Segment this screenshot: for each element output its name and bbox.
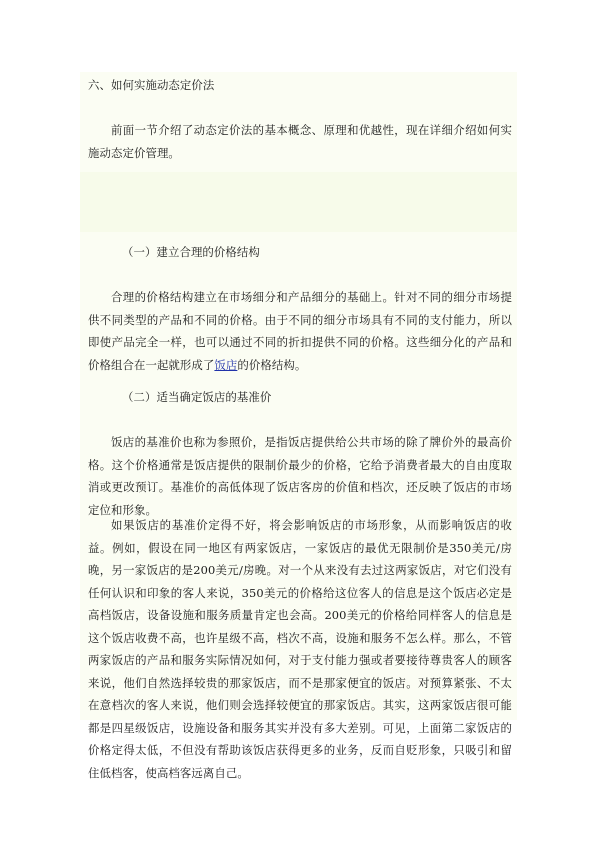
subsection-1-heading-text: （一）建立合理的价格结构: [122, 245, 260, 259]
intro-text: 前面一节介绍了动态定价法的基本概念、原理和优越性，现在详细介绍如何实施动态定价管理。: [88, 123, 512, 160]
subsection-1-heading: [88, 241, 512, 264]
subsection-2-heading: [88, 386, 512, 409]
hotel-link[interactable]: 饭店: [214, 357, 238, 372]
subsection-2-heading-text: （二）适当确定饭店的基准价: [122, 390, 272, 404]
paragraph-text-before-link: 合理的价格结构建立在市场细分和产品细分的基础上。针对不同的细分市场提供不同类型的产品和不同的价格。由于不同的细分市场具有不同的支付能力，所以即使产品完全一样，也可以通过不同的折扣提供不同的价格。这些细分化的产品和价格组合在一起就形成了: [88, 290, 512, 372]
subsection-2-paragraph-2: [88, 514, 512, 784]
subsection-2-paragraph-1: [88, 431, 512, 521]
subsection-1-paragraph: [88, 286, 512, 376]
subsection-2-paragraph-2-text: 如果饭店的基准价定得不好，将会影响饭店的市场形象，从而影响饭店的收益。例如，假设在同一地区有两家饭店，一家饭店的最优无限制价是350美元/房晚，另一家饭店的是200美元/房晚。对一个从来没有去过这两家饭店，对它们没有任何认识和印象的客人来说，350美元的价格给这位客人的信息是这个饭店必定是高档饭店，设备设施和服务质量肯定也会高。200美元的价格给同样客人的信息是这个饭店收费不高，也许星级不高，档次不高，设施和服务不怎么样。那么，不管两家饭店的产品和服务实际情况如何，对于支付能力强或者要接待尊贵客人的顾客来说，他们自然选择较贵的那家饭店，而不是那家便宜的饭店。对预算紧张、不太在意档次的客人来说，他们则会选择较便宜的那家饭店。其实，这两家饭店很可能都是四星级饭店，设施设备和服务其实并没有多大差别。可见，上面第二家饭店的价格定得太低，不但没有帮助该饭店获得更多的业务，反而自贬形象，只吸引和留住低档客，使高档客远离自己。: [88, 518, 512, 780]
paragraph-text-after-link: 的价格结构。: [237, 357, 307, 372]
intro-paragraph: [88, 119, 512, 164]
section-heading-text: 六、如何实施动态定价法: [88, 78, 215, 92]
subsection-2-paragraph-1-text: 饭店的基准价也称为参照价，是指饭店提供给公共市场的除了牌价外的最高价格。这个价格通常是饭店提供的限制价最少的价格，它给予消费者最大的自由度取消或更改预订。基准价的高低体现了饭店客房的价值和档次，还反映了饭店的市场定位和形象。: [88, 435, 512, 517]
subsection-1-paragraph-text: [88, 286, 512, 376]
section-heading: [88, 74, 512, 97]
